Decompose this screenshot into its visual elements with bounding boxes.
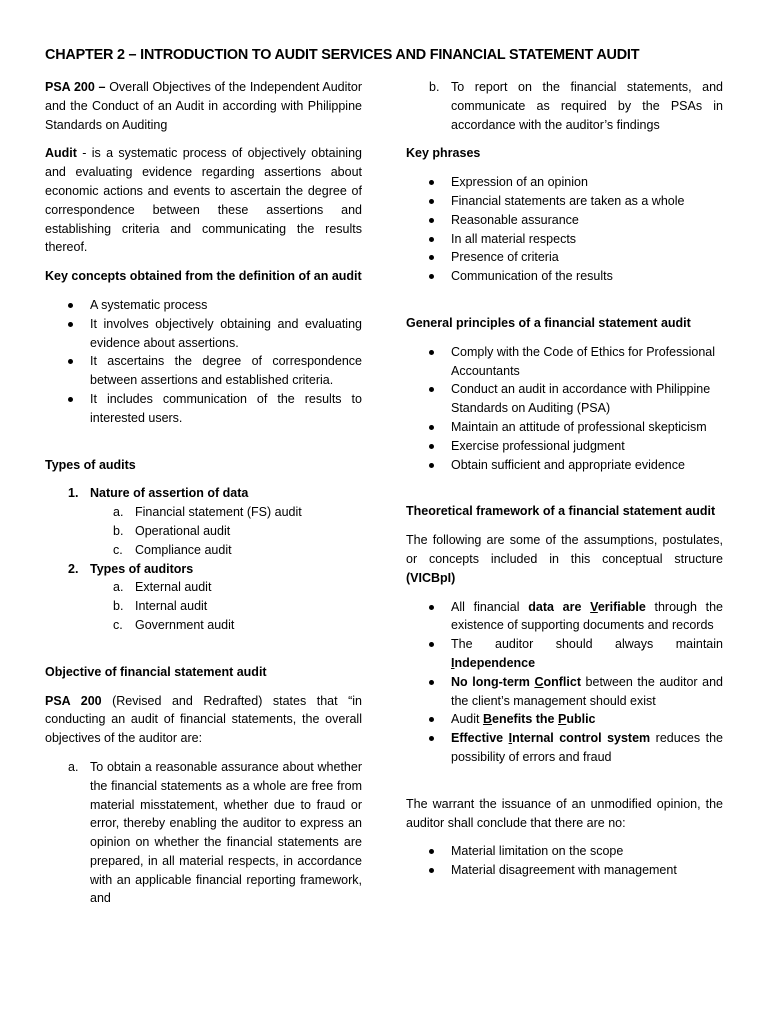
key-phrases-heading: Key phrases [406,146,481,161]
framework-acronym: (VICBpI) [406,570,456,585]
objective-psa-label: PSA 200 [45,693,102,708]
list-item: a. External audit [113,580,212,595]
principles-list [406,343,723,475]
list-item: b. To report on the financial statements, and communicate as required by the PSAs in accordance with the auditor’s findings [429,80,723,132]
list-item: The auditor should always maintain Independence [451,635,723,673]
psa200-label: PSA 200 – [45,80,106,94]
list-item: Comply with the Code of Ethics for Professional Accountants [451,343,723,381]
left-column [45,78,362,918]
types-item [68,560,362,635]
list-item: Effective Internal control system reduces the possibility of errors and fraud [451,729,723,767]
objective-list-a [45,758,362,908]
list-item: Communication of the results [451,267,723,286]
warrant-list [406,842,723,880]
types-label: Types of auditors [90,561,194,576]
types-number: 2. [68,561,79,576]
principles-heading: General principles of a financial statement audit [406,315,691,330]
list-item: a. Financial statement (FS) audit [113,505,302,520]
list-item: No long-term Conflict between the auditor and the client’s management should exist [451,673,723,711]
list-item: b. Internal audit [113,599,208,614]
page-title: CHAPTER 2 – INTRODUCTION TO AUDIT SERVICES AND FINANCIAL STATEMENT AUDIT [45,47,640,63]
key-concepts-heading: Key concepts obtained from the definition of an audit [45,269,362,284]
types-list [45,484,362,634]
objective-intro-text: (Revised and Redrafted) states that “in conducting an audit of financial statements, the overall objectives of the auditor are: [45,693,362,746]
list-item: It involves objectively obtaining and evaluating evidence about assertions. [90,315,362,353]
list-item: Maintain an attitude of professional skepticism [451,418,723,437]
list-item: a. To obtain a reasonable assurance about whether the financial statements as a whole are free from material misstatement, whether due to fraud or error, thereby enabling the auditor to express an opinion on whether the financial statements are prepared, in all material respects, in accordance with an applicable financial reporting framework, and [68,759,362,906]
list-item: It includes communication of the results to interested users. [90,390,362,428]
list-item: Reasonable assurance [451,211,723,230]
types-item [68,484,362,559]
list-item: In all material respects [451,230,723,249]
list-item: Audit Benefits the Public [451,710,723,729]
list-item: c. Government audit [113,617,235,632]
framework-heading: Theoretical framework of a financial statement audit [406,504,716,519]
objective-heading: Objective of financial statement audit [45,664,267,679]
list-item: Obtain sufficient and appropriate evidence [451,456,723,475]
audit-label: Audit [45,146,77,161]
audit-definition [45,144,362,257]
list-item: All financial data are Verifiable through the existence of supporting documents and records [451,598,723,636]
list-item: Expression of an opinion [451,173,723,192]
list-item: A systematic process [90,296,362,315]
types-sublist [90,503,362,559]
types-label: Nature of assertion of data [90,486,249,501]
key-phrases-list [406,173,723,286]
framework-intro: The following are some of the assumptions, postulates, or concepts included in this conceptual structure (VICBpI) [406,533,723,585]
warrant-text: The warrant the issuance of an unmodified opinion, the auditor shall conclude that there are no: [406,796,723,830]
list-item: b. Operational audit [113,523,231,538]
types-sublist [90,578,362,634]
list-item: Exercise professional judgment [451,437,723,456]
list-item: Presence of criteria [451,248,723,267]
list-item: Material disagreement with management [451,861,723,880]
objective-list-b [406,78,723,134]
psa200-text: Overall Objectives of the Independent Auditor and the Conduct of an Audit in according with Philippine Standards on Auditing [45,80,362,132]
list-item: It ascertains the degree of correspondence between assertions and established criteria. [90,352,362,390]
objective-intro [45,692,362,748]
framework-list [406,598,723,767]
list-item: Conduct an audit in accordance with Philippine Standards on Auditing (PSA) [451,380,723,418]
audit-definition-text: - is a systematic process of objectively obtaining and evaluating evidence regarding assertions about economic actions and events to ascertain the degree of correspondence between these assertions and establishing criteria and communicating the results thereof. [45,146,362,255]
types-number: 1. [68,486,79,501]
right-column [406,78,723,890]
list-item: Material limitation on the scope [451,842,723,861]
list-item: Financial statements are taken as a whole [451,192,723,211]
types-heading: Types of audits [45,457,136,472]
psa200-paragraph [45,78,362,134]
list-item: c. Compliance audit [113,542,232,557]
key-concepts-list [45,296,362,428]
